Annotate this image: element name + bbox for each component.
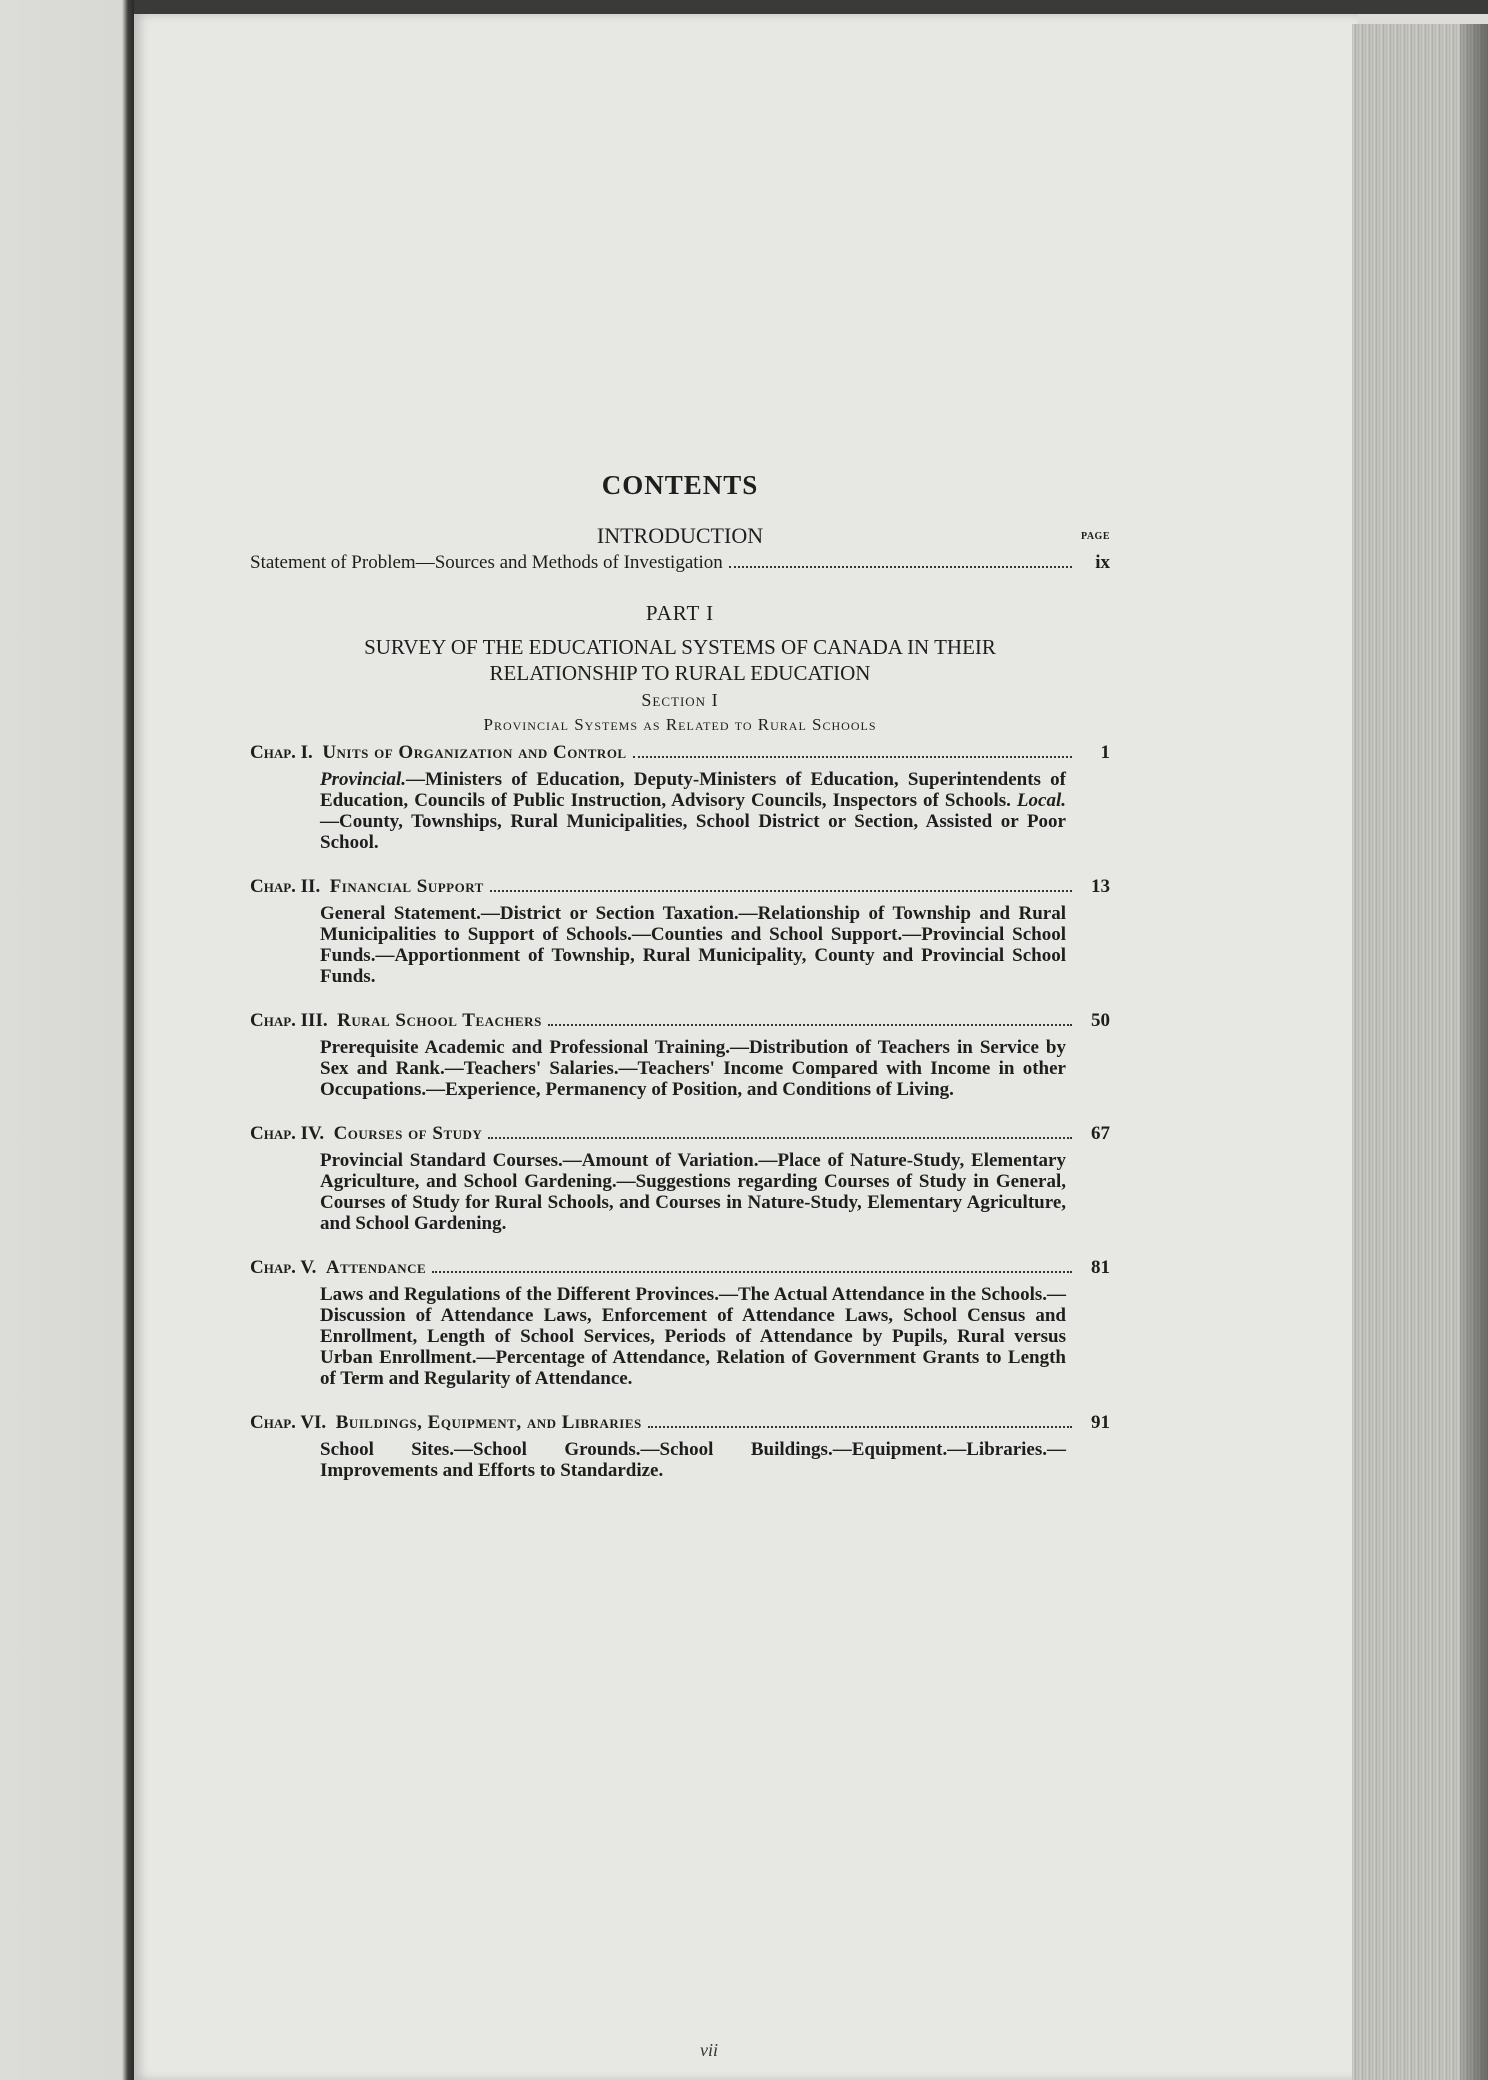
chapter-number: Chap. VI. [250, 1412, 327, 1433]
scan-top-border [0, 0, 1488, 14]
chapter-number: Chap. IV. [250, 1123, 325, 1144]
dot-leaders [488, 1136, 1072, 1139]
chapter-number: Chap. II. [250, 876, 321, 897]
chapter-heading-line [250, 1122, 1110, 1146]
chapter-entry-4 [250, 1122, 1110, 1234]
chapter-name: Rural School Teachers [337, 1010, 542, 1031]
dot-leaders [729, 565, 1072, 568]
chapter-description: Provincial Standard Courses.—Amount of Variation.—Place of Nature-Study, Elementary Agriculture, and School Gardening.—Suggestions regarding Courses of Study in General, Courses of Study for Rural Schools, and Courses in Nature-Study, Elementary Agriculture, and School Gardening. [320, 1150, 1066, 1234]
page-number: 91 [1091, 1412, 1110, 1433]
chapter-description: General Statement.—District or Section Taxation.—Relationship of Township and Rural Municipalities to Support of Schools.—Counties and School Support.—Provincial School Funds.—Apportionment of Township, Rural Municipality, County and Provincial School Funds. [320, 903, 1066, 987]
chapter-description: School Sites.—School Grounds.—School Buildings.—Equipment.—Libraries.—Improvements and Efforts to Standardize. [320, 1439, 1066, 1481]
page-number: 67 [1091, 1123, 1110, 1144]
dot-leaders [633, 755, 1072, 758]
chapter-name: Financial Support [329, 876, 484, 897]
page-number: 81 [1091, 1257, 1110, 1278]
section-heading: Section I [641, 690, 719, 710]
introduction-entry [250, 551, 1110, 575]
chapter-entry-1 [250, 741, 1110, 853]
page-column-label: PAGE [1080, 531, 1110, 542]
introduction-heading-text: INTRODUCTION [596, 523, 764, 548]
desc-italic: Provincial. [320, 769, 407, 790]
chapter-title [250, 1009, 542, 1033]
page-folio: vii [700, 2040, 718, 2060]
chapter-name: Courses of Study [333, 1123, 483, 1144]
chapter-description [320, 769, 1066, 853]
chapter-entry-5 [250, 1256, 1110, 1389]
dot-leaders [648, 1425, 1072, 1428]
chapter-heading-line [250, 1411, 1110, 1435]
chapter-name: Units of Organization and Control [322, 742, 627, 763]
dot-leaders [432, 1270, 1072, 1273]
book-gutter [0, 0, 134, 2080]
chapter-name: Attendance [325, 1257, 427, 1278]
chapter-title [250, 741, 627, 765]
page-number: ix [1095, 552, 1110, 573]
contents-title: CONTENTS [601, 470, 759, 500]
chapter-title [250, 875, 484, 899]
dot-leaders [490, 889, 1072, 892]
book-fore-edge [1352, 24, 1488, 2080]
chapter-heading-line [250, 1256, 1110, 1280]
chapter-title [250, 1411, 642, 1435]
page-number: 13 [1091, 876, 1110, 897]
desc-text: —County, Townships, Rural Municipalities, School District or Section, Assisted or Poor School. [320, 811, 1066, 853]
chapter-entry-2 [250, 875, 1110, 987]
part-heading: PART I [645, 601, 715, 625]
chapter-description: Prerequisite Academic and Professional Training.—Distribution of Teachers in Service by Sex and Rank.—Teachers' Salaries.—Teachers' Income Compared with Income in other Occupations.—Experience, Permanency of Position, and Conditions of Living. [320, 1037, 1066, 1100]
chapter-number: Chap. V. [250, 1257, 317, 1278]
page-number: 50 [1091, 1010, 1110, 1031]
chapter-entry-6 [250, 1411, 1110, 1481]
chapter-title [250, 1256, 426, 1280]
dot-leaders [548, 1023, 1072, 1026]
chapter-name: Buildings, Equipment, and Libraries [335, 1412, 642, 1433]
section-title: Provincial Systems as Related to Rural Schools [483, 715, 877, 734]
introduction-entry-text: Statement of Problem—Sources and Methods of Investigation [250, 552, 723, 573]
desc-italic: Local. [1016, 790, 1066, 811]
chapter-entry-3 [250, 1009, 1110, 1100]
chapter-title [250, 1122, 482, 1146]
chapter-heading-line [250, 741, 1110, 765]
desc-text: —Ministers of Education, Deputy-Ministers of Education, Superintendents of Education, Councils of Public Instruction, Advisory Councils, Inspectors of Schools. [320, 769, 1066, 811]
part-title-line-1: SURVEY OF THE EDUCATIONAL SYSTEMS OF CANADA IN THEIR [364, 635, 996, 659]
table-of-contents [250, 470, 1110, 1503]
chapter-number: Chap. I. [250, 742, 313, 763]
page-number: 1 [1100, 742, 1110, 763]
introduction-heading [250, 523, 1110, 549]
part-title-line-2: RELATIONSHIP TO RURAL EDUCATION [489, 661, 871, 685]
chapter-description: Laws and Regulations of the Different Provinces.—The Actual Attendance in the Schools.—Discussion of Attendance Laws, Enforcement of Attendance Laws, School Census and Enrollment, Length of School Services, Periods of Attendance by Pupils, Rural versus Urban Enrollment.—Percentage of Attendance, Relation of Government Grants to Length of Term and Regularity of Attendance. [320, 1284, 1066, 1389]
chapter-number: Chap. III. [250, 1010, 328, 1031]
chapter-heading-line [250, 875, 1110, 899]
chapter-heading-line [250, 1009, 1110, 1033]
